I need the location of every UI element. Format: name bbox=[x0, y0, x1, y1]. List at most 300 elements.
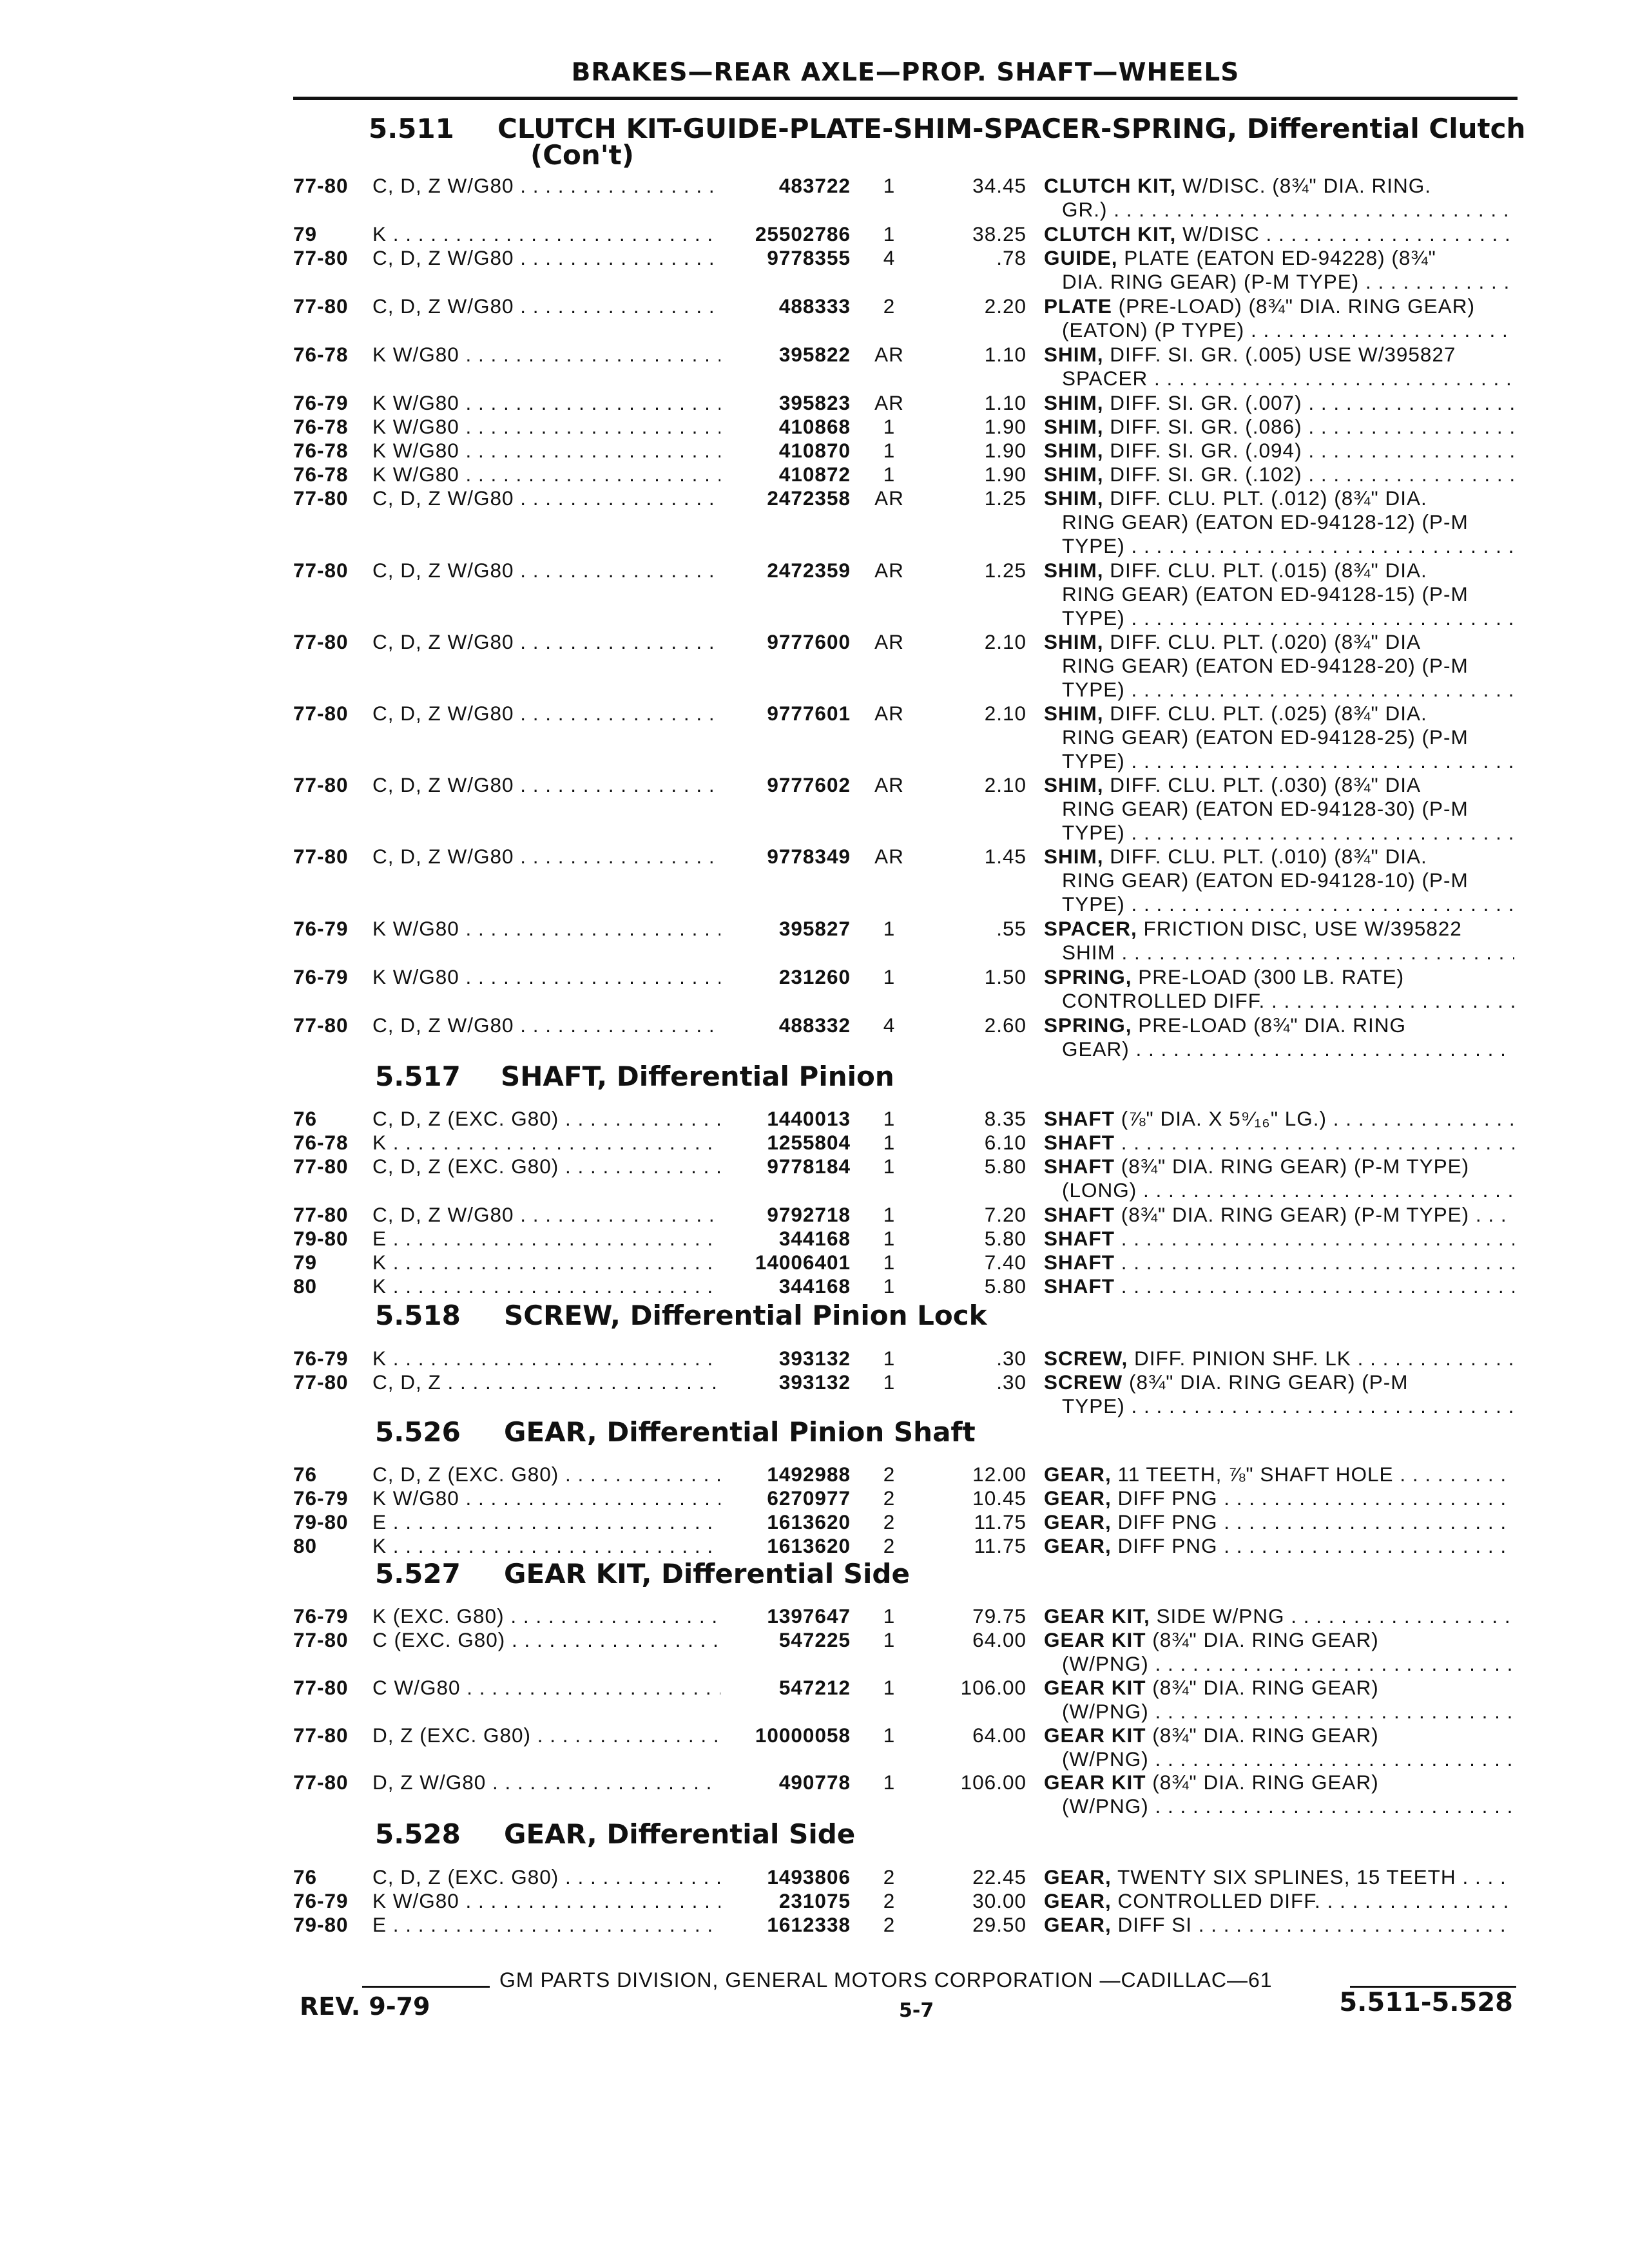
part-name: SHIM, bbox=[1044, 343, 1104, 366]
part-name: SPACER, bbox=[1044, 917, 1137, 940]
description-text: PRE-LOAD (8¾" DIA. RING bbox=[1132, 1014, 1407, 1037]
description-line bbox=[1044, 1037, 1514, 1061]
description-line bbox=[1044, 845, 1514, 869]
part-description bbox=[1044, 1534, 1514, 1558]
part-name: SHIM, bbox=[1044, 486, 1104, 510]
model-years: 77-80 bbox=[293, 1724, 349, 1747]
part-description bbox=[1044, 1107, 1514, 1131]
part-description bbox=[1044, 1014, 1514, 1061]
part-description bbox=[1044, 246, 1514, 294]
description-text: (8¾" DIA. RING GEAR) bbox=[1146, 1724, 1379, 1747]
part-number: 410868 bbox=[778, 415, 851, 438]
description-text: PLATE (EATON ED-94228) (8¾" bbox=[1117, 246, 1436, 269]
description-text: W/DISC bbox=[1176, 222, 1260, 245]
part-name: SHIM, bbox=[1044, 463, 1104, 486]
application: C, D, Z (EXC. G80) . . . bbox=[372, 1155, 720, 1178]
description-line bbox=[1044, 1604, 1514, 1628]
application: C, D, Z (EXC. G80) . . . bbox=[372, 1463, 720, 1486]
price: 64.00 bbox=[972, 1628, 1027, 1651]
part-number: 1613620 bbox=[767, 1510, 851, 1533]
application: K W/G80 . . . bbox=[372, 343, 720, 367]
section-heading bbox=[375, 1818, 855, 1850]
part-description bbox=[1044, 1251, 1514, 1274]
part-name: GEAR, bbox=[1044, 1486, 1112, 1510]
description-text: (8¾" DIA. RING GEAR) (P-M TYPE) bbox=[1115, 1203, 1470, 1226]
description-line bbox=[1044, 1486, 1514, 1510]
part-name: SHIM, bbox=[1044, 415, 1104, 438]
part-number: 9792718 bbox=[767, 1203, 851, 1226]
part-name: PLATE bbox=[1044, 294, 1112, 318]
description-line bbox=[1044, 654, 1514, 678]
description-line bbox=[1044, 797, 1514, 821]
part-name: SHAFT bbox=[1044, 1131, 1115, 1154]
model-years: 77-80 bbox=[293, 1155, 349, 1178]
part-description bbox=[1044, 1771, 1514, 1818]
part-description bbox=[1044, 174, 1514, 222]
application: D, Z (EXC. G80) . . . bbox=[372, 1724, 720, 1747]
part-number: 344168 bbox=[778, 1274, 851, 1298]
description-line bbox=[1044, 391, 1514, 415]
description-text: DIFF. CLU. PLT. (.010) (8¾" DIA. bbox=[1103, 845, 1427, 868]
description-text: (W/PNG) bbox=[1062, 1794, 1149, 1818]
description-text: DIFF. SI. GR. (.102) bbox=[1103, 463, 1302, 486]
description-line bbox=[1044, 1771, 1514, 1794]
application: C, D, Z W/G80 . . . bbox=[372, 845, 720, 869]
application: K W/G80 . . . bbox=[372, 415, 720, 439]
quantity: 1 bbox=[883, 463, 896, 486]
section-heading bbox=[375, 1558, 910, 1590]
application: C W/G80 . . . bbox=[372, 1676, 720, 1700]
section-number: 5.511 bbox=[369, 113, 454, 144]
part-name: SHIM, bbox=[1044, 845, 1104, 868]
price: 5.80 bbox=[984, 1227, 1027, 1250]
model-years: 76 bbox=[293, 1107, 318, 1130]
quantity: 1 bbox=[883, 1676, 896, 1699]
description-line bbox=[1044, 773, 1514, 797]
part-name: SHAFT bbox=[1044, 1251, 1115, 1274]
quantity: 1 bbox=[883, 917, 896, 940]
part-name: GEAR KIT bbox=[1044, 1628, 1146, 1651]
description-text: DIFF. SI. GR. (.007) bbox=[1103, 391, 1302, 414]
part-description bbox=[1044, 439, 1514, 463]
description-line bbox=[1044, 174, 1514, 198]
model-years: 77-80 bbox=[293, 174, 349, 197]
page-header bbox=[293, 58, 1518, 100]
application: C (EXC. G80) . . . bbox=[372, 1628, 720, 1652]
quantity: 1 bbox=[883, 1347, 896, 1370]
section-number: 5.526 bbox=[375, 1416, 461, 1448]
description-line bbox=[1044, 343, 1514, 367]
part-description bbox=[1044, 1347, 1514, 1370]
section-title-continued bbox=[530, 139, 634, 171]
part-number: 14006401 bbox=[755, 1251, 851, 1274]
quantity: 1 bbox=[883, 1107, 896, 1130]
price: .30 bbox=[996, 1370, 1027, 1394]
application: K . . . bbox=[372, 1534, 720, 1558]
description-text: DIFF PNG bbox=[1111, 1534, 1218, 1557]
description-text: (8¾" DIA. RING GEAR) bbox=[1146, 1628, 1379, 1651]
part-number: 1493806 bbox=[767, 1865, 851, 1888]
price: 1.45 bbox=[984, 845, 1027, 868]
application: C, D, Z W/G80 . . . bbox=[372, 702, 720, 726]
part-description bbox=[1044, 486, 1514, 558]
price: 1.10 bbox=[984, 343, 1027, 366]
price: 11.75 bbox=[974, 1534, 1027, 1557]
part-number: 410870 bbox=[778, 439, 851, 462]
part-description bbox=[1044, 1227, 1514, 1251]
part-name: SHAFT bbox=[1044, 1227, 1115, 1250]
revision-label: REV. 9-79 bbox=[300, 1992, 430, 2021]
description-text: DIFF. CLU. PLT. (.020) (8¾" DIA bbox=[1103, 630, 1421, 653]
description-line bbox=[1044, 726, 1514, 749]
price: 34.45 bbox=[972, 174, 1027, 197]
description-line bbox=[1044, 486, 1514, 510]
application: K W/G80 . . . bbox=[372, 439, 720, 463]
model-years: 77-80 bbox=[293, 702, 349, 725]
part-number: 488333 bbox=[778, 294, 851, 318]
description-line bbox=[1044, 222, 1514, 246]
model-years: 76-79 bbox=[293, 1486, 349, 1510]
model-years: 77-80 bbox=[293, 246, 349, 269]
description-text: DIFF. SI. GR. (.086) bbox=[1103, 415, 1302, 438]
description-line bbox=[1044, 367, 1514, 390]
part-number: 10000058 bbox=[755, 1724, 851, 1747]
description-text: (8¾" DIA. RING GEAR) (P-M bbox=[1123, 1370, 1409, 1394]
application: C, D, Z W/G80 . . . bbox=[372, 246, 720, 270]
part-name: SHIM, bbox=[1044, 559, 1104, 582]
quantity: 4 bbox=[883, 1014, 896, 1037]
description-line bbox=[1044, 869, 1514, 892]
model-years: 79 bbox=[293, 222, 318, 245]
part-number: 395827 bbox=[778, 917, 851, 940]
description-line bbox=[1044, 1510, 1514, 1534]
model-years: 77-80 bbox=[293, 1370, 349, 1394]
description-text: (LONG) bbox=[1062, 1178, 1137, 1202]
model-years: 76-78 bbox=[293, 1131, 349, 1154]
part-description bbox=[1044, 1628, 1514, 1676]
part-number: 9778355 bbox=[767, 246, 851, 269]
model-years: 76-79 bbox=[293, 917, 349, 940]
section-number: 5.518 bbox=[375, 1300, 461, 1331]
price: 106.00 bbox=[960, 1676, 1027, 1699]
quantity: 2 bbox=[883, 1913, 896, 1936]
part-name: SHIM, bbox=[1044, 439, 1104, 462]
part-number: 9778349 bbox=[767, 845, 851, 868]
quantity: 2 bbox=[883, 294, 896, 318]
page-title: BRAKES—REAR AXLE—PROP. SHAFT—WHEELS bbox=[571, 58, 1240, 87]
quantity: 1 bbox=[883, 965, 896, 988]
part-number: 231260 bbox=[778, 965, 851, 988]
model-years: 77-80 bbox=[293, 1014, 349, 1037]
price: 2.10 bbox=[984, 630, 1027, 653]
model-years: 76 bbox=[293, 1865, 318, 1888]
price: 1.50 bbox=[984, 965, 1027, 988]
part-name: CLUTCH KIT, bbox=[1044, 222, 1177, 245]
quantity: 1 bbox=[883, 1203, 896, 1226]
description-line bbox=[1044, 439, 1514, 463]
description-line bbox=[1044, 1274, 1514, 1298]
description-text: DIFF. SI. GR. (.005) USE W/395827 bbox=[1103, 343, 1456, 366]
price: .78 bbox=[996, 246, 1027, 269]
description-text: GR.) bbox=[1062, 198, 1108, 221]
description-text: DIFF. CLU. PLT. (.030) (8¾" DIA bbox=[1103, 773, 1421, 796]
section-number: 5.528 bbox=[375, 1818, 461, 1850]
description-line bbox=[1044, 1676, 1514, 1700]
part-name: GEAR, bbox=[1044, 1889, 1112, 1912]
part-name: SHAFT bbox=[1044, 1155, 1115, 1178]
part-number: 9777602 bbox=[767, 773, 851, 796]
description-line bbox=[1044, 1155, 1514, 1178]
application: K W/G80 . . . bbox=[372, 1486, 720, 1510]
application: C, D, Z . . . bbox=[372, 1370, 720, 1394]
model-years: 76-79 bbox=[293, 1889, 349, 1912]
model-years: 77-80 bbox=[293, 1676, 349, 1699]
description-line bbox=[1044, 702, 1514, 726]
part-name: SHIM, bbox=[1044, 773, 1104, 796]
description-line bbox=[1044, 892, 1514, 916]
price: 6.10 bbox=[984, 1131, 1027, 1154]
price: 30.00 bbox=[972, 1889, 1027, 1912]
description-line bbox=[1044, 1014, 1514, 1037]
part-name: GEAR KIT, bbox=[1044, 1604, 1150, 1628]
description-text: TYPE) bbox=[1062, 606, 1125, 629]
description-text: SHIM bbox=[1062, 941, 1115, 964]
quantity: AR bbox=[874, 773, 904, 796]
application: D, Z W/G80 . . . bbox=[372, 1771, 720, 1794]
part-name: SCREW, bbox=[1044, 1347, 1128, 1370]
description-text: (8¾" DIA. RING GEAR) (P-M TYPE) bbox=[1115, 1155, 1470, 1178]
description-text: DIFF. SI. GR. (.094) bbox=[1103, 439, 1302, 462]
part-number: 490778 bbox=[778, 1771, 851, 1794]
model-years: 76-78 bbox=[293, 439, 349, 462]
description-line bbox=[1044, 294, 1514, 318]
description-text: TWENTY SIX SPLINES, 15 TEETH bbox=[1111, 1865, 1456, 1888]
part-description bbox=[1044, 222, 1514, 246]
footer-rule-left bbox=[362, 1986, 490, 1988]
part-description bbox=[1044, 773, 1514, 845]
quantity: 4 bbox=[883, 246, 896, 269]
price: 1.10 bbox=[984, 391, 1027, 414]
section-title: GEAR, Differential Side bbox=[504, 1818, 856, 1850]
part-name: SCREW bbox=[1044, 1370, 1123, 1394]
part-name: SHIM, bbox=[1044, 702, 1104, 725]
part-number: 393132 bbox=[778, 1370, 851, 1394]
price: .55 bbox=[996, 917, 1027, 940]
description-text: GEAR) bbox=[1062, 1037, 1130, 1061]
description-text: RING GEAR) (EATON ED-94128-10) (P-M bbox=[1062, 869, 1469, 892]
part-description bbox=[1044, 1724, 1514, 1771]
description-line bbox=[1044, 678, 1514, 702]
model-years: 80 bbox=[293, 1534, 318, 1557]
quantity: 1 bbox=[883, 1628, 896, 1651]
description-line bbox=[1044, 1534, 1514, 1558]
description-text: DIA. RING GEAR) (P-M TYPE) bbox=[1062, 270, 1360, 293]
part-description bbox=[1044, 463, 1514, 486]
quantity: 2 bbox=[883, 1889, 896, 1912]
application: C, D, Z W/G80 . . . bbox=[372, 1203, 720, 1227]
part-name: SHAFT bbox=[1044, 1107, 1115, 1130]
description-text: RING GEAR) (EATON ED-94128-25) (P-M bbox=[1062, 726, 1469, 749]
part-number: 231075 bbox=[778, 1889, 851, 1912]
part-description bbox=[1044, 1889, 1514, 1913]
application: E . . . bbox=[372, 1913, 720, 1937]
application: K W/G80 . . . bbox=[372, 1889, 720, 1913]
quantity: 1 bbox=[883, 1251, 896, 1274]
part-name: GEAR, bbox=[1044, 1534, 1112, 1557]
description-line bbox=[1044, 965, 1514, 989]
part-number: 395822 bbox=[778, 343, 851, 366]
part-description bbox=[1044, 917, 1514, 965]
part-description bbox=[1044, 1370, 1514, 1418]
description-text: (W/PNG) bbox=[1062, 1652, 1149, 1675]
part-name: GEAR, bbox=[1044, 1913, 1112, 1936]
description-text: PRE-LOAD (300 LB. RATE) bbox=[1132, 965, 1405, 988]
description-text: RING GEAR) (EATON ED-94128-12) (P-M bbox=[1062, 510, 1469, 533]
application: K . . . bbox=[372, 1251, 720, 1274]
part-number: 1397647 bbox=[767, 1604, 851, 1628]
section-number: 5.527 bbox=[375, 1558, 461, 1590]
section-title: SHAFT, Differential Pinion bbox=[501, 1061, 894, 1092]
price: 1.90 bbox=[984, 439, 1027, 462]
part-name: GEAR, bbox=[1044, 1463, 1112, 1486]
description-text: RING GEAR) (EATON ED-94128-20) (P-M bbox=[1062, 654, 1469, 677]
application: C, D, Z W/G80 . . . bbox=[372, 773, 720, 797]
model-years: 79 bbox=[293, 1251, 318, 1274]
application: K . . . bbox=[372, 1131, 720, 1155]
description-text: RING GEAR) (EATON ED-94128-15) (P-M bbox=[1062, 582, 1469, 606]
part-description bbox=[1044, 845, 1514, 916]
description-text: CONTROLLED DIFF. bbox=[1062, 989, 1266, 1012]
price: 5.80 bbox=[984, 1155, 1027, 1178]
price: 7.20 bbox=[984, 1203, 1027, 1226]
part-name: SHAFT bbox=[1044, 1274, 1115, 1298]
application: K . . . bbox=[372, 1347, 720, 1370]
quantity: 1 bbox=[883, 1724, 896, 1747]
description-text: TYPE) bbox=[1062, 1394, 1125, 1418]
description-text: CONTROLLED DIFF. bbox=[1111, 1889, 1321, 1912]
part-description bbox=[1044, 965, 1514, 1013]
description-text: (⅞" DIA. X 5⁹⁄₁₆" LG.) bbox=[1115, 1107, 1327, 1130]
quantity: AR bbox=[874, 559, 904, 582]
part-description bbox=[1044, 391, 1514, 415]
description-text: 11 TEETH, ⅞" SHAFT HOLE bbox=[1111, 1463, 1394, 1486]
model-years: 76-79 bbox=[293, 965, 349, 988]
part-number: 9777600 bbox=[767, 630, 851, 653]
price: 29.50 bbox=[972, 1913, 1027, 1936]
application: C, D, Z W/G80 . . . bbox=[372, 559, 720, 582]
description-line bbox=[1044, 1889, 1514, 1913]
model-years: 77-80 bbox=[293, 845, 349, 868]
part-name: GEAR KIT bbox=[1044, 1676, 1146, 1699]
description-text: DIFF SI bbox=[1111, 1913, 1193, 1936]
description-line bbox=[1044, 582, 1514, 606]
description-text: TYPE) bbox=[1062, 678, 1125, 701]
part-name: GEAR KIT bbox=[1044, 1724, 1146, 1747]
description-line bbox=[1044, 1394, 1514, 1418]
description-text: (EATON) (P TYPE) bbox=[1062, 318, 1245, 341]
part-description bbox=[1044, 1155, 1514, 1202]
quantity: 1 bbox=[883, 1227, 896, 1250]
price: 5.80 bbox=[984, 1274, 1027, 1298]
part-name: SHIM, bbox=[1044, 391, 1104, 414]
price: 2.20 bbox=[984, 294, 1027, 318]
part-number: 393132 bbox=[778, 1347, 851, 1370]
description-text: TYPE) bbox=[1062, 534, 1125, 557]
quantity: 2 bbox=[883, 1534, 896, 1557]
model-years: 79-80 bbox=[293, 1913, 349, 1936]
part-name: SPRING, bbox=[1044, 1014, 1132, 1037]
quantity: 1 bbox=[883, 439, 896, 462]
application: C, D, Z W/G80 . . . bbox=[372, 294, 720, 318]
description-line bbox=[1044, 917, 1514, 941]
model-years: 77-80 bbox=[293, 1628, 349, 1651]
description-line bbox=[1044, 1370, 1514, 1394]
price: 1.90 bbox=[984, 415, 1027, 438]
part-description bbox=[1044, 1604, 1514, 1628]
quantity: 1 bbox=[883, 1155, 896, 1178]
part-number: 1613620 bbox=[767, 1534, 851, 1557]
quantity: AR bbox=[874, 702, 904, 725]
price: 1.25 bbox=[984, 486, 1027, 510]
description-text: RING GEAR) (EATON ED-94128-30) (P-M bbox=[1062, 797, 1469, 820]
description-line bbox=[1044, 1227, 1514, 1251]
part-description bbox=[1044, 1131, 1514, 1155]
description-text: (8¾" DIA. RING GEAR) bbox=[1146, 1771, 1379, 1794]
price: 38.25 bbox=[972, 222, 1027, 245]
part-number: 1440013 bbox=[767, 1107, 851, 1130]
model-years: 77-80 bbox=[293, 1203, 349, 1226]
application: C, D, Z W/G80 . . . bbox=[372, 1014, 720, 1037]
description-line bbox=[1044, 1463, 1514, 1486]
price: 22.45 bbox=[972, 1865, 1027, 1888]
application: K W/G80 . . . bbox=[372, 463, 720, 486]
price: 10.45 bbox=[972, 1486, 1027, 1510]
description-line bbox=[1044, 1178, 1514, 1202]
part-number: 2472359 bbox=[767, 559, 851, 582]
part-number: 2472358 bbox=[767, 486, 851, 510]
model-years: 76-78 bbox=[293, 415, 349, 438]
description-text: DIFF. PINION SHF. LK bbox=[1128, 1347, 1351, 1370]
section-heading bbox=[375, 1416, 976, 1448]
quantity: 2 bbox=[883, 1486, 896, 1510]
part-number: 9777601 bbox=[767, 702, 851, 725]
part-number: 547225 bbox=[778, 1628, 851, 1651]
price: 1.25 bbox=[984, 559, 1027, 582]
quantity: 1 bbox=[883, 1131, 896, 1154]
application: C, D, Z (EXC. G80) . . . bbox=[372, 1865, 720, 1889]
footer-text: GM PARTS DIVISION, GENERAL MOTORS CORPORATION —CADILLAC—61 bbox=[499, 1968, 1273, 1992]
quantity: 2 bbox=[883, 1865, 896, 1888]
price: .30 bbox=[996, 1347, 1027, 1370]
application: C, D, Z W/G80 . . . bbox=[372, 630, 720, 654]
model-years: 76-79 bbox=[293, 1347, 349, 1370]
description-line bbox=[1044, 1794, 1514, 1818]
section-title: CLUTCH KIT-GUIDE-PLATE-SHIM-SPACER-SPRING, Differential Clutch bbox=[497, 113, 1526, 144]
description-line bbox=[1044, 1913, 1514, 1937]
part-name: SHAFT bbox=[1044, 1203, 1115, 1226]
quantity: 1 bbox=[883, 1370, 896, 1394]
application: K W/G80 . . . bbox=[372, 965, 720, 989]
price: 106.00 bbox=[960, 1771, 1027, 1794]
part-number: 9778184 bbox=[767, 1155, 851, 1178]
description-line bbox=[1044, 1652, 1514, 1676]
model-years: 76-78 bbox=[293, 343, 349, 366]
description-text: SIDE W/PNG bbox=[1150, 1604, 1285, 1628]
section-number: 5.517 bbox=[375, 1061, 461, 1092]
description-line bbox=[1044, 1131, 1514, 1155]
price: 11.75 bbox=[974, 1510, 1027, 1533]
price: 2.10 bbox=[984, 773, 1027, 796]
